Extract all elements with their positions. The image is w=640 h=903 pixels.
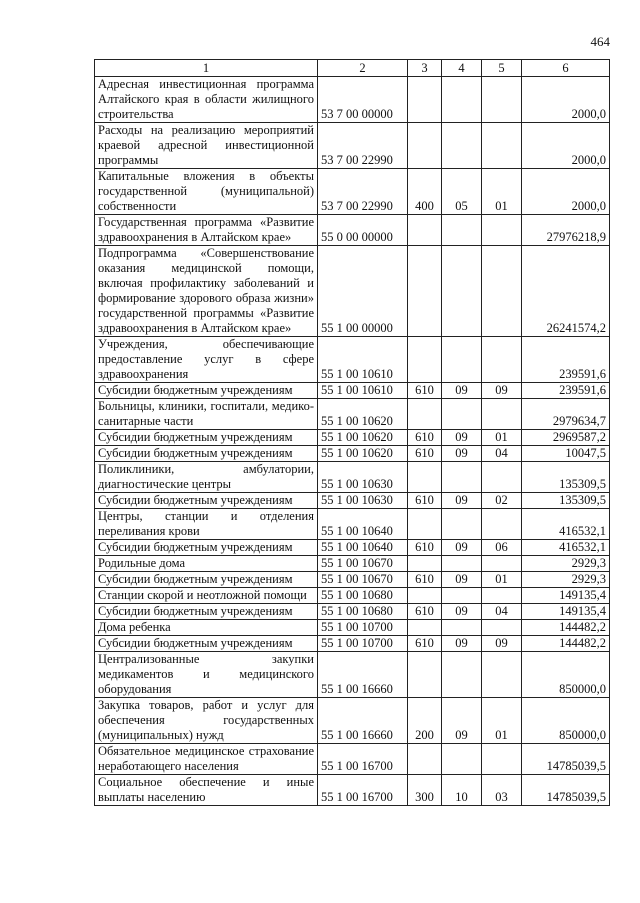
row-amount-cell: 144482,2 [522,636,610,652]
row-c5-cell [482,588,522,604]
table-row [95,337,610,383]
row-c3-cell [408,462,442,493]
row-amount-cell: 27976218,9 [522,215,610,246]
row-amount-cell: 416532,1 [522,509,610,540]
row-amount-cell: 10047,5 [522,446,610,462]
row-c4-cell: 09 [442,540,482,556]
row-amount-cell: 26241574,2 [522,246,610,337]
row-c3-cell: 610 [408,636,442,652]
row-c4-cell [442,744,482,775]
table-row [95,588,610,604]
row-amount-cell: 2979634,7 [522,399,610,430]
page-number: 464 [590,34,610,49]
row-amount-cell: 2000,0 [522,123,610,169]
row-c3-cell: 610 [408,572,442,588]
row-amount-cell: 135309,5 [522,462,610,493]
row-c3-cell: 610 [408,383,442,399]
row-c3-cell: 610 [408,430,442,446]
row-c3-cell [408,337,442,383]
row-amount-cell: 239591,6 [522,337,610,383]
row-code-cell: 55 1 00 16700 [318,775,408,806]
row-name-cell: Социальное обеспечение и иные выплаты населению [95,775,318,806]
row-code-cell: 55 1 00 10700 [318,620,408,636]
row-amount-cell: 144482,2 [522,620,610,636]
row-c4-cell [442,620,482,636]
row-code-cell: 55 1 00 10630 [318,493,408,509]
table-row [95,246,610,337]
table-row [95,572,610,588]
row-c5-cell: 01 [482,572,522,588]
row-c4-cell: 09 [442,430,482,446]
table-row [95,493,610,509]
row-code-cell: 55 1 00 16660 [318,698,408,744]
row-name-cell: Станции скорой и неотложной помощи [95,588,318,604]
header-col-1: 1 [95,60,318,77]
row-name-cell: Закупка товаров, работ и услуг для обеспечения государственных (муниципальных) нужд [95,698,318,744]
row-c4-cell: 05 [442,169,482,215]
row-c5-cell: 04 [482,604,522,620]
row-amount-cell: 14785039,5 [522,775,610,806]
row-c3-cell [408,556,442,572]
row-c3-cell [408,246,442,337]
row-c4-cell: 09 [442,383,482,399]
row-c4-cell [442,246,482,337]
row-name-cell: Обязательное медицинское страхование неработающего населения [95,744,318,775]
row-name-cell: Субсидии бюджетным учреждениям [95,383,318,399]
row-c3-cell [408,744,442,775]
table-row [95,652,610,698]
row-code-cell: 55 1 00 00000 [318,246,408,337]
row-amount-cell: 239591,6 [522,383,610,399]
table-row [95,620,610,636]
row-name-cell: Субсидии бюджетным учреждениям [95,430,318,446]
table-row [95,744,610,775]
table-row [95,604,610,620]
row-c5-cell: 01 [482,430,522,446]
table-header-row [95,60,610,77]
row-name-cell: Поликлиники, амбулатории, диагностические центры [95,462,318,493]
row-amount-cell: 850000,0 [522,698,610,744]
table-row [95,399,610,430]
row-amount-cell: 149135,4 [522,604,610,620]
header-col-4: 4 [442,60,482,77]
table-row [95,430,610,446]
header-col-6: 6 [522,60,610,77]
row-amount-cell: 2969587,2 [522,430,610,446]
table-row [95,540,610,556]
table-row [95,698,610,744]
row-name-cell: Родильные дома [95,556,318,572]
row-code-cell: 55 1 00 10620 [318,399,408,430]
row-c3-cell [408,588,442,604]
row-c3-cell: 300 [408,775,442,806]
row-c4-cell [442,556,482,572]
row-c4-cell: 09 [442,493,482,509]
row-c3-cell: 610 [408,604,442,620]
table-row [95,383,610,399]
row-c3-cell [408,652,442,698]
header-col-5: 5 [482,60,522,77]
row-amount-cell: 2929,3 [522,572,610,588]
row-name-cell: Центры, станции и отделения переливания крови [95,509,318,540]
row-c5-cell [482,399,522,430]
row-name-cell: Учреждения, обеспечивающие предоставление услуг в сфере здравоохранения [95,337,318,383]
row-c3-cell: 400 [408,169,442,215]
row-name-cell: Централизованные закупки медикаментов и медицинского оборудования [95,652,318,698]
row-amount-cell: 135309,5 [522,493,610,509]
row-c4-cell [442,509,482,540]
row-name-cell: Субсидии бюджетным учреждениям [95,604,318,620]
row-code-cell: 55 1 00 16660 [318,652,408,698]
row-name-cell: Дома ребенка [95,620,318,636]
row-c4-cell: 09 [442,636,482,652]
row-c5-cell [482,123,522,169]
row-c4-cell: 09 [442,572,482,588]
table-row [95,462,610,493]
row-code-cell: 53 7 00 22990 [318,169,408,215]
row-c5-cell: 01 [482,698,522,744]
row-c5-cell: 04 [482,446,522,462]
row-c4-cell: 09 [442,698,482,744]
row-amount-cell: 2000,0 [522,169,610,215]
row-c5-cell [482,620,522,636]
row-code-cell: 55 1 00 16700 [318,744,408,775]
row-code-cell: 53 7 00 00000 [318,77,408,123]
row-c5-cell [482,337,522,383]
row-c5-cell: 09 [482,636,522,652]
row-c5-cell [482,744,522,775]
row-amount-cell: 149135,4 [522,588,610,604]
row-code-cell: 55 1 00 10700 [318,636,408,652]
row-name-cell: Субсидии бюджетным учреждениям [95,636,318,652]
row-c4-cell [442,588,482,604]
budget-table [94,59,610,806]
header-col-2: 2 [318,60,408,77]
row-name-cell: Капитальные вложения в объекты государственной (муниципальной) собственности [95,169,318,215]
row-c4-cell [442,652,482,698]
row-c4-cell: 09 [442,446,482,462]
row-c5-cell [482,77,522,123]
row-c4-cell: 09 [442,604,482,620]
row-c3-cell [408,77,442,123]
row-name-cell: Субсидии бюджетным учреждениям [95,572,318,588]
row-name-cell: Адресная инвестиционная программа Алтайского края в области жилищного строительства [95,77,318,123]
row-name-cell: Государственная программа «Развитие здравоохранения в Алтайском крае» [95,215,318,246]
row-c3-cell [408,399,442,430]
row-code-cell: 55 1 00 10670 [318,572,408,588]
row-code-cell: 55 1 00 10630 [318,462,408,493]
row-code-cell: 55 1 00 10620 [318,446,408,462]
row-code-cell: 55 1 00 10680 [318,588,408,604]
row-amount-cell: 416532,1 [522,540,610,556]
row-c5-cell [482,462,522,493]
table-row [95,123,610,169]
table-row [95,169,610,215]
row-code-cell: 55 1 00 10620 [318,430,408,446]
row-code-cell: 55 1 00 10610 [318,383,408,399]
row-c4-cell [442,123,482,169]
row-code-cell: 55 1 00 10640 [318,540,408,556]
row-c4-cell [442,462,482,493]
row-amount-cell: 14785039,5 [522,744,610,775]
row-c5-cell [482,652,522,698]
row-c5-cell: 03 [482,775,522,806]
row-name-cell: Больницы, клиники, госпитали, медико-санитарные части [95,399,318,430]
row-c3-cell: 610 [408,540,442,556]
table-row [95,446,610,462]
row-code-cell: 55 0 00 00000 [318,215,408,246]
table-row [95,636,610,652]
table-row [95,509,610,540]
row-c5-cell [482,509,522,540]
row-c5-cell [482,556,522,572]
row-c3-cell: 200 [408,698,442,744]
row-c3-cell [408,215,442,246]
row-c5-cell: 01 [482,169,522,215]
row-c3-cell [408,123,442,169]
row-c3-cell: 610 [408,446,442,462]
row-c5-cell: 06 [482,540,522,556]
row-name-cell: Субсидии бюджетным учреждениям [95,446,318,462]
row-name-cell: Подпрограмма «Совершенствование оказания медицинской помощи, включая профилактику заболеваний и формирование здорового образа жизни» государственной программы «Развитие здравоохранения в Алтайском крае» [95,246,318,337]
row-c3-cell [408,620,442,636]
table-row [95,775,610,806]
header-col-3: 3 [408,60,442,77]
row-c4-cell [442,337,482,383]
row-c4-cell [442,77,482,123]
row-amount-cell: 850000,0 [522,652,610,698]
row-name-cell: Субсидии бюджетным учреждениям [95,493,318,509]
row-c3-cell [408,509,442,540]
table-row [95,215,610,246]
table-row [95,77,610,123]
row-c5-cell: 09 [482,383,522,399]
row-c4-cell [442,399,482,430]
row-c4-cell: 10 [442,775,482,806]
row-c5-cell [482,215,522,246]
row-code-cell: 53 7 00 22990 [318,123,408,169]
row-name-cell: Расходы на реализацию мероприятий краевой адресной инвестиционной программы [95,123,318,169]
row-amount-cell: 2929,3 [522,556,610,572]
row-c5-cell [482,246,522,337]
row-c4-cell [442,215,482,246]
table-row [95,556,610,572]
row-code-cell: 55 1 00 10640 [318,509,408,540]
row-code-cell: 55 1 00 10680 [318,604,408,620]
row-amount-cell: 2000,0 [522,77,610,123]
row-code-cell: 55 1 00 10670 [318,556,408,572]
row-c5-cell: 02 [482,493,522,509]
row-c3-cell: 610 [408,493,442,509]
row-name-cell: Субсидии бюджетным учреждениям [95,540,318,556]
row-code-cell: 55 1 00 10610 [318,337,408,383]
